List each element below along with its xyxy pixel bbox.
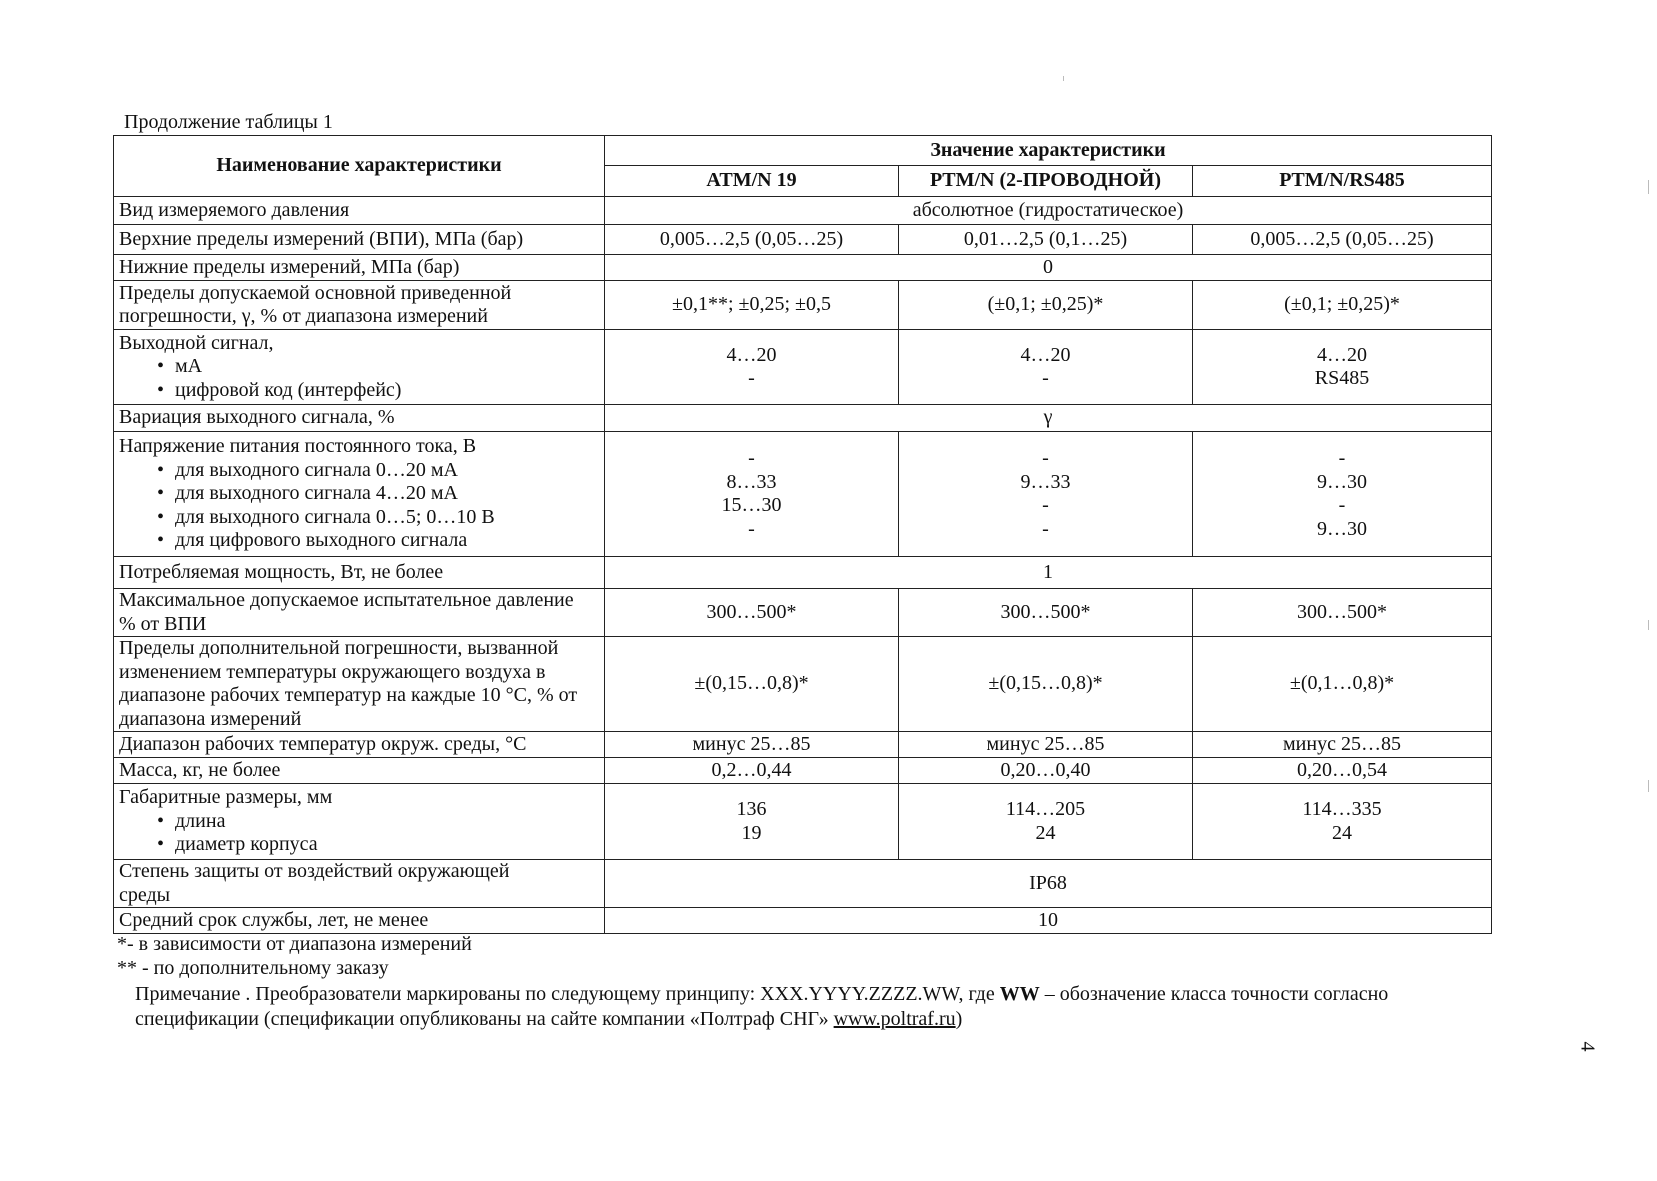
header-model-ptm-2wire: PTM/N (2-ПРОВОДНОЙ) <box>899 166 1193 197</box>
row-value: 0,2…0,44 <box>605 758 899 784</box>
row-label-line: Напряжение питания постоянного тока, В <box>119 435 477 458</box>
row-label-line: Габаритные размеры, мм <box>119 786 333 809</box>
row-value: 300…500* <box>899 589 1193 637</box>
row-value <box>1193 784 1492 860</box>
row-value: 0,20…0,40 <box>899 758 1193 784</box>
value-line: 114…335 <box>1302 798 1382 820</box>
value-line: - <box>1338 494 1346 516</box>
value-line: 4…20 <box>726 343 777 366</box>
table-row <box>114 589 1492 637</box>
table-row <box>114 432 1492 557</box>
footnote-double-asterisk: ** - по дополнительному заказу <box>117 957 389 979</box>
value-line: 15…30 <box>721 494 782 516</box>
row-value: ±(0,1…0,8)* <box>1193 637 1492 732</box>
spec-table <box>113 135 1492 934</box>
bullet-item: • цифровой код (интерфейс) <box>119 379 599 403</box>
row-value: ±(0,15…0,8)* <box>605 637 899 732</box>
header-model-ptm-rs485: PTM/N/RS485 <box>1193 166 1492 197</box>
row-value <box>899 432 1193 557</box>
row-label-line: Максимальное допускаемое испытательное давление <box>119 589 574 611</box>
value-line: 114…205 <box>1005 798 1086 820</box>
row-label-line: Степень защиты от воздействий окружающей <box>119 860 510 882</box>
note-text: – обозначение класса точности согласно спецификации (спецификации опубликованы на сайте компании «Полтраф СНГ» <box>135 983 1389 1030</box>
row-value-merged: 0 <box>605 255 1492 281</box>
value-line: - <box>748 367 755 389</box>
value-line: 4…20 <box>1317 343 1367 366</box>
value-line: 9…30 <box>1317 470 1367 493</box>
row-label <box>114 432 605 557</box>
note-text: ) <box>955 1008 963 1030</box>
table-row <box>114 860 1492 908</box>
table-row <box>114 732 1492 758</box>
note-bold-text: WW <box>999 983 1040 1005</box>
page-number: 4 <box>1576 1041 1599 1052</box>
bullet-item: • для выходного сигнала 0…5; 0…10 В <box>119 506 599 530</box>
row-label-line: Пределы дополнительной погрешности, вызванной <box>119 637 559 659</box>
table-row <box>114 255 1492 281</box>
value-line: 24 <box>1332 821 1352 844</box>
row-value: 0,20…0,54 <box>1193 758 1492 784</box>
bullet-item: • для выходного сигнала 4…20 мА <box>119 482 599 506</box>
website-link[interactable]: www.poltraf.ru <box>833 1008 956 1030</box>
row-label: Масса, кг, не более <box>114 758 605 784</box>
scan-artifact <box>1648 620 1649 630</box>
row-value <box>899 330 1193 405</box>
value-line: - <box>1042 494 1049 516</box>
row-label-line: % от ВПИ <box>119 612 207 635</box>
row-label-line: среды <box>119 883 171 906</box>
scan-artifact <box>1648 780 1649 792</box>
value-line: - <box>748 447 755 469</box>
row-label <box>114 784 605 860</box>
row-label-line: диапазоне рабочих температур на каждые 10 °С, % от <box>119 684 578 706</box>
table-caption: Продолжение таблицы 1 <box>124 111 333 133</box>
row-label-line: Выходной сигнал, <box>119 331 274 354</box>
row-value <box>605 330 899 405</box>
row-value-merged: 10 <box>605 908 1492 934</box>
value-line: 9…30 <box>1317 517 1367 540</box>
row-label: Диапазон рабочих температур окруж. среды, °С <box>114 732 605 758</box>
row-label: Потребляемая мощность, Вт, не более <box>114 557 605 589</box>
row-label: Нижние пределы измерений, МПа (бар) <box>114 255 605 281</box>
bullet-item: • диаметр корпуса <box>119 833 599 857</box>
row-label <box>114 637 605 732</box>
row-label-line: диапазона измерений <box>119 707 302 730</box>
row-value: 0,01…2,5 (0,1…25) <box>899 225 1193 255</box>
row-label-line: Пределы допускаемой основной приведенной <box>119 281 512 304</box>
row-value-merged: 1 <box>605 557 1492 589</box>
row-label: Верхние пределы измерений (ВПИ), МПа (бар) <box>114 225 605 255</box>
row-value: ±0,1**; ±0,25; ±0,5 <box>605 281 899 330</box>
header-model-atm: ATM/N 19 <box>605 166 899 197</box>
bullet-item: • для выходного сигнала 0…20 мА <box>119 459 599 483</box>
value-line: 9…33 <box>1020 470 1071 493</box>
scan-artifact <box>1063 76 1064 81</box>
row-value: ±(0,15…0,8)* <box>899 637 1193 732</box>
bullet-item: • для цифрового выходного сигнала <box>119 529 599 553</box>
row-value <box>1193 330 1492 405</box>
row-label <box>114 589 605 637</box>
row-value <box>899 784 1193 860</box>
bullet-item: • длина <box>119 810 599 834</box>
bullet-item: • мА <box>119 355 599 379</box>
row-value: (±0,1; ±0,25)* <box>899 281 1193 330</box>
value-line: 4…20 <box>1020 343 1071 366</box>
row-label: Вариация выходного сигнала, % <box>114 405 605 432</box>
note-text: Примечание . Преобразователи маркированы по следующему принципу: XXX.YYYY.ZZZZ.WW, где <box>135 983 1000 1005</box>
row-value: 300…500* <box>1193 589 1492 637</box>
row-label: Вид измеряемого давления <box>114 197 605 225</box>
row-value-merged: абсолютное (гидростатическое) <box>605 197 1492 225</box>
table-row <box>114 405 1492 432</box>
value-line: - <box>1338 447 1346 469</box>
row-value-merged: γ <box>605 405 1492 432</box>
row-value <box>1193 432 1492 557</box>
table-row <box>114 197 1492 225</box>
row-label-line: изменением температуры окружающего воздуха в <box>119 660 546 683</box>
row-value: 0,005…2,5 (0,05…25) <box>605 225 899 255</box>
row-value: минус 25…85 <box>1193 732 1492 758</box>
row-value: минус 25…85 <box>605 732 899 758</box>
row-label: Средний срок службы, лет, не менее <box>114 908 605 934</box>
row-label <box>114 330 605 405</box>
table-row <box>114 758 1492 784</box>
header-value-group: Значение характеристики <box>605 136 1492 166</box>
table-row <box>114 637 1492 732</box>
table-row <box>114 557 1492 589</box>
row-label <box>114 281 605 330</box>
note-paragraph <box>135 982 1515 1032</box>
row-value: (±0,1; ±0,25)* <box>1193 281 1492 330</box>
row-value: минус 25…85 <box>899 732 1193 758</box>
table-row <box>114 908 1492 934</box>
value-line: RS485 <box>1314 367 1370 389</box>
value-line: 136 <box>736 798 767 820</box>
row-label <box>114 860 605 908</box>
scan-artifact <box>1648 180 1649 194</box>
value-line: - <box>748 517 755 540</box>
value-line: 8…33 <box>726 470 777 493</box>
row-value: 0,005…2,5 (0,05…25) <box>1193 225 1492 255</box>
value-line: 19 <box>741 821 762 844</box>
row-value: 300…500* <box>605 589 899 637</box>
table-row <box>114 281 1492 330</box>
value-line: - <box>1042 517 1049 540</box>
table-row <box>114 330 1492 405</box>
row-value <box>605 432 899 557</box>
row-value-merged: IP68 <box>605 860 1492 908</box>
value-line: - <box>1042 367 1049 389</box>
table-row <box>114 784 1492 860</box>
header-name-col: Наименование характеристики <box>114 136 605 197</box>
row-label-line: погрешности, γ, % от диапазона измерений <box>119 305 488 327</box>
row-value <box>605 784 899 860</box>
value-line: 24 <box>1035 821 1056 844</box>
footnote-asterisk: *- в зависимости от диапазона измерений <box>117 933 472 955</box>
value-line: - <box>1042 447 1049 469</box>
table-row <box>114 225 1492 255</box>
